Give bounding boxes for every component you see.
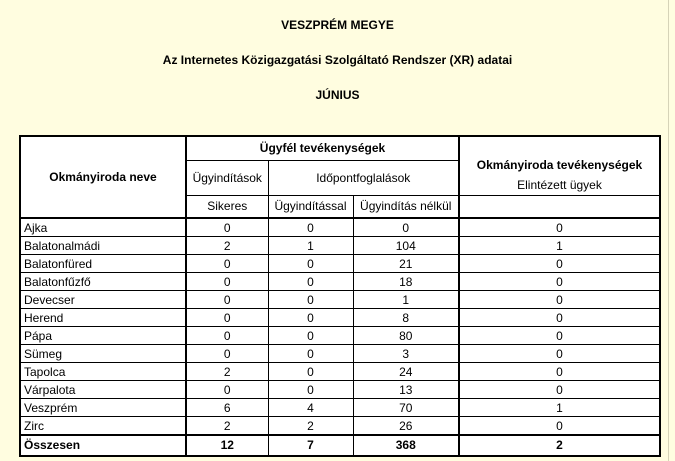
row-with-initiation: 2 <box>268 417 353 436</box>
row-with-initiation: 0 <box>268 255 353 273</box>
row-without-initiation: 8 <box>353 309 459 327</box>
total-with-initiation: 7 <box>268 435 353 456</box>
row-handled-cases: 0 <box>459 218 660 237</box>
row-with-initiation: 0 <box>268 381 353 399</box>
row-handled-cases: 0 <box>459 363 660 381</box>
header-office-name: Okmányiroda neve <box>20 136 186 218</box>
row-without-initiation: 3 <box>353 345 459 363</box>
row-without-initiation: 104 <box>353 237 459 255</box>
window-edge <box>668 0 669 461</box>
row-handled-cases: 0 <box>459 309 660 327</box>
row-without-initiation: 26 <box>353 417 459 436</box>
header-case-initiations: Ügyindítások <box>186 161 268 195</box>
row-with-initiation: 4 <box>268 399 353 417</box>
row-with-initiation: 0 <box>268 345 353 363</box>
row-office-name: Ajka <box>20 218 186 237</box>
row-office-name: Balatonalmádi <box>20 237 186 255</box>
header-without-initiation: Ügyindítás nélkül <box>353 195 459 218</box>
row-successful: 0 <box>186 291 268 309</box>
row-successful: 0 <box>186 327 268 345</box>
table-row <box>20 381 660 399</box>
row-with-initiation: 0 <box>268 327 353 345</box>
total-handled-cases: 2 <box>459 435 660 456</box>
total-without-initiation: 368 <box>353 435 459 456</box>
table-row <box>20 237 660 255</box>
row-office-name: Zirc <box>20 417 186 436</box>
header-office-activities: Okmányiroda tevékenységek <box>459 136 660 195</box>
row-without-initiation: 21 <box>353 255 459 273</box>
row-handled-cases: 0 <box>459 417 660 436</box>
row-with-initiation: 0 <box>268 291 353 309</box>
header-client-activities: Ügyfél tevékenységek <box>186 136 459 161</box>
row-with-initiation: 0 <box>268 363 353 381</box>
table-row <box>20 273 660 291</box>
row-handled-cases: 0 <box>459 381 660 399</box>
header-successful: Sikeres <box>186 195 268 218</box>
row-successful: 0 <box>186 218 268 237</box>
row-office-name: Tapolca <box>20 363 186 381</box>
table-row <box>20 309 660 327</box>
row-successful: 0 <box>186 309 268 327</box>
total-label: Összesen <box>20 435 186 456</box>
row-with-initiation: 0 <box>268 309 353 327</box>
row-successful: 2 <box>186 363 268 381</box>
row-successful: 2 <box>186 237 268 255</box>
row-office-name: Várpalota <box>20 381 186 399</box>
row-successful: 0 <box>186 381 268 399</box>
row-without-initiation: 0 <box>353 218 459 237</box>
row-handled-cases: 0 <box>459 291 660 309</box>
row-handled-cases: 1 <box>459 237 660 255</box>
row-successful: 0 <box>186 345 268 363</box>
report-subtitle: Az Internetes Közigazgatási Szolgáltató Rendszer (XR) adatai <box>162 53 513 67</box>
report-table <box>19 135 661 457</box>
row-office-name: Herend <box>20 309 186 327</box>
row-handled-cases: 0 <box>459 273 660 291</box>
row-without-initiation: 24 <box>353 363 459 381</box>
row-handled-cases: 0 <box>459 255 660 273</box>
row-handled-cases: 0 <box>459 327 660 345</box>
row-office-name: Balatonfüred <box>20 255 186 273</box>
report-month: JÚNIUS <box>315 88 360 102</box>
row-office-name: Balatonfűzfő <box>20 273 186 291</box>
table-row <box>20 345 660 363</box>
header-with-initiation: Ügyindítással <box>268 195 353 218</box>
report-title: VESZPRÉM MEGYE <box>281 18 394 32</box>
header-appointments: Időpontfoglalások <box>268 161 459 195</box>
row-with-initiation: 1 <box>268 237 353 255</box>
row-without-initiation: 13 <box>353 381 459 399</box>
table-row <box>20 399 660 417</box>
table-row <box>20 417 660 436</box>
row-office-name: Sümeg <box>20 345 186 363</box>
header-handled-cases-label: Elintézett ügyek <box>517 177 602 192</box>
row-office-name: Veszprém <box>20 399 186 417</box>
row-successful: 2 <box>186 417 268 436</box>
row-with-initiation: 0 <box>268 273 353 291</box>
row-without-initiation: 80 <box>353 327 459 345</box>
row-handled-cases: 1 <box>459 399 660 417</box>
table-row <box>20 255 660 273</box>
header-handled-cases <box>459 177 660 218</box>
table-row <box>20 327 660 345</box>
row-office-name: Pápa <box>20 327 186 345</box>
row-without-initiation: 70 <box>353 399 459 417</box>
row-handled-cases: 0 <box>459 345 660 363</box>
row-without-initiation: 1 <box>353 291 459 309</box>
row-with-initiation: 0 <box>268 218 353 237</box>
table-row <box>20 291 660 309</box>
total-successful: 12 <box>186 435 268 456</box>
row-office-name: Devecser <box>20 291 186 309</box>
row-successful: 0 <box>186 255 268 273</box>
table-row <box>20 363 660 381</box>
row-successful: 0 <box>186 273 268 291</box>
table-row <box>20 218 660 237</box>
row-successful: 6 <box>186 399 268 417</box>
row-without-initiation: 18 <box>353 273 459 291</box>
